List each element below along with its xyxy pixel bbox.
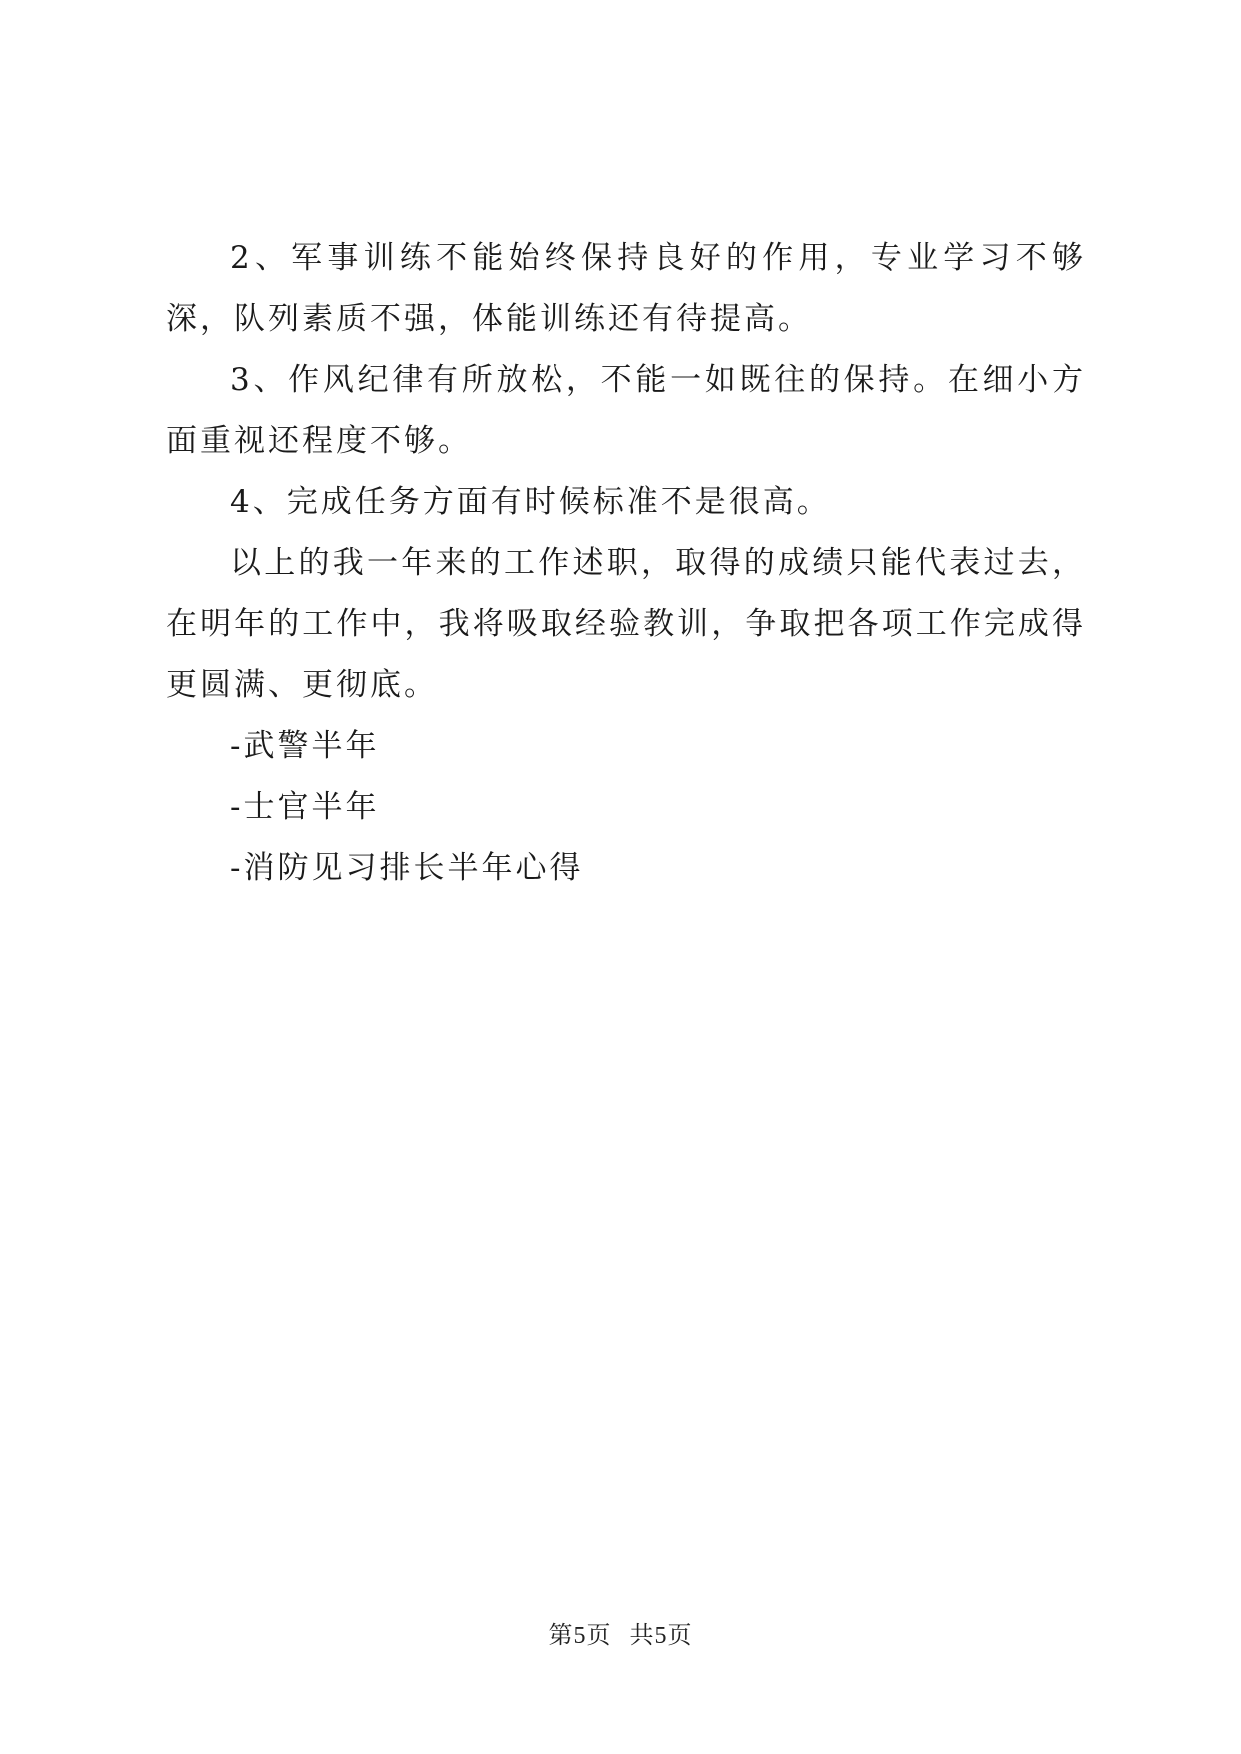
paragraph-task-standard: 4、完成任务方面有时候标准不是很高。 xyxy=(230,484,831,520)
paragraph-military-training: 2、军事训练不能始终保持良好的作用，专业学习不够深，队列素质不强，体能训练还有待提高。 xyxy=(166,240,1086,337)
page-number-current: 第5页 xyxy=(548,1623,612,1649)
paragraph-summary: 以上的我一年来的工作述职，取得的成绩只能代表过去，在明年的工作中，我将吸取经验教训，争取把各项工作完成得更圆满、更彻底。 xyxy=(166,545,1086,703)
related-link-sergeant: -士官半年 xyxy=(230,789,380,825)
page-footer xyxy=(0,1615,1241,1650)
paragraph-discipline: 3、作风纪律有所放松，不能一如既往的保持。在细小方面重视还程度不够。 xyxy=(166,362,1086,459)
page-number-total: 共5页 xyxy=(629,1623,693,1649)
related-link-fire-platoon: -消防见习排长半年心得 xyxy=(230,850,584,886)
document-body xyxy=(166,228,1086,899)
related-link-armed-police: -武警半年 xyxy=(230,728,380,764)
